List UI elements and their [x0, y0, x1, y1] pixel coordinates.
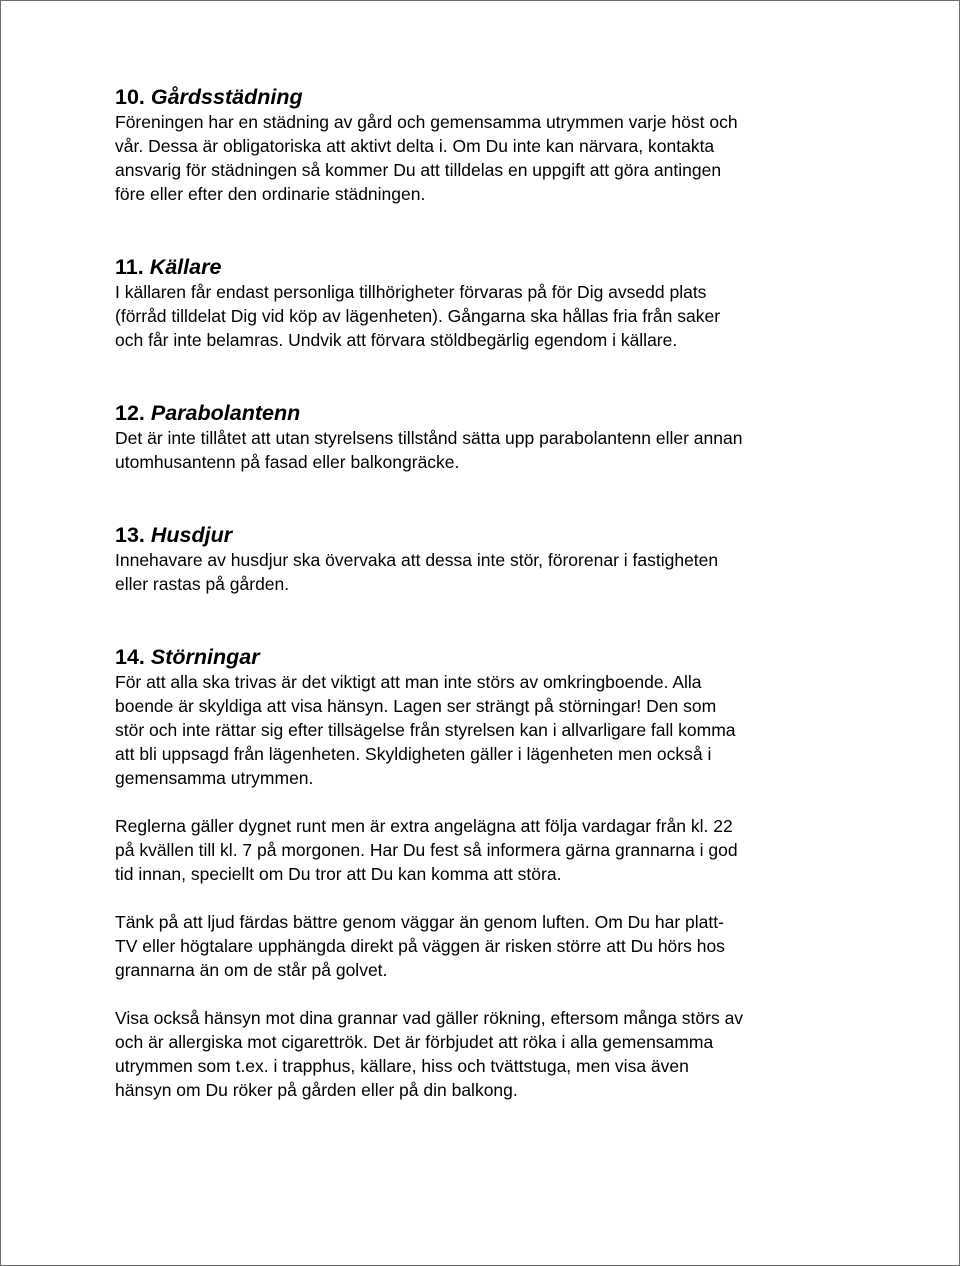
- text-line: stör och inte rättar sig efter tillsägelse från styrelsen kan i allvarligare fall komma: [115, 720, 736, 740]
- section-number: 12.: [115, 401, 145, 425]
- document-content: [115, 84, 855, 1102]
- text-line: För att alla ska trivas är det viktigt att man inte störs av omkringboende. Alla: [115, 672, 702, 692]
- section-heading: [115, 644, 855, 670]
- section-11: [115, 254, 855, 352]
- section-heading: [115, 522, 855, 548]
- text-line: (förråd tilldelat Dig vid köp av lägenheten). Gångarna ska hållas fria från saker: [115, 306, 721, 326]
- text-line: på kvällen till kl. 7 på morgonen. Har Du fest så informera gärna grannarna i god: [115, 840, 738, 860]
- paragraph: [115, 426, 855, 474]
- paragraph: [115, 280, 855, 352]
- section-title: Gårdsstädning: [150, 85, 303, 109]
- text-line: Reglerna gäller dygnet runt men är extra angelägna att följa vardagar från kl. 22: [115, 816, 733, 836]
- section-number: 11.: [115, 255, 144, 279]
- section-number: 10.: [115, 85, 145, 109]
- text-line: Tänk på att ljud färdas bättre genom väggar än genom luften. Om Du har platt-: [115, 912, 724, 932]
- section-title: Parabolantenn: [150, 401, 301, 425]
- paragraph: [115, 110, 855, 206]
- text-line: att bli uppsagd från lägenheten. Skyldigheten gäller i lägenheten men också i: [115, 744, 712, 764]
- section-heading: [115, 254, 855, 280]
- text-line: I källaren får endast personliga tillhörigheter förvaras på för Dig avsedd plats: [115, 282, 707, 302]
- paragraph: [115, 670, 855, 790]
- text-line: Det är inte tillåtet att utan styrelsens tillstånd sätta upp parabolantenn eller annan: [115, 428, 743, 448]
- section-14: [115, 644, 855, 1102]
- text-line: Visa också hänsyn mot dina grannar vad gäller rökning, eftersom många störs av: [115, 1008, 744, 1028]
- paragraph: [115, 814, 855, 886]
- section-title: Husdjur: [150, 523, 233, 547]
- text-line: grannarna än om de står på golvet.: [115, 960, 388, 980]
- section-title: Källare: [149, 255, 222, 279]
- text-line: tid innan, speciellt om Du tror att Du kan komma att störa.: [115, 864, 562, 884]
- text-line: före eller efter den ordinarie städningen.: [115, 184, 426, 204]
- section-number: 13.: [115, 523, 145, 547]
- section-heading: [115, 400, 855, 426]
- section-heading: [115, 84, 855, 110]
- section-number: 14.: [115, 645, 145, 669]
- paragraph: [115, 548, 855, 596]
- paragraph: [115, 1006, 855, 1102]
- paragraph: [115, 910, 855, 982]
- text-line: TV eller högtalare upphängda direkt på väggen är risken större att Du hörs hos: [115, 936, 725, 956]
- section-13: [115, 522, 855, 596]
- text-line: ansvarig för städningen så kommer Du att tilldelas en uppgift att göra antingen: [115, 160, 722, 180]
- text-line: eller rastas på gården.: [115, 574, 290, 594]
- text-line: utrymmen som t.ex. i trapphus, källare, hiss och tvättstuga, men visa även: [115, 1056, 689, 1076]
- text-line: Föreningen har en städning av gård och gemensamma utrymmen varje höst och: [115, 112, 738, 132]
- section-10: [115, 84, 855, 206]
- text-line: Innehavare av husdjur ska övervaka att dessa inte stör, förorenar i fastigheten: [115, 550, 719, 570]
- text-line: utomhusantenn på fasad eller balkongräcke.: [115, 452, 460, 472]
- text-line: gemensamma utrymmen.: [115, 768, 314, 788]
- text-line: hänsyn om Du röker på gården eller på din balkong.: [115, 1080, 518, 1100]
- text-line: och är allergiska mot cigarettrök. Det är förbjudet att röka i alla gemensamma: [115, 1032, 714, 1052]
- text-line: och får inte belamras. Undvik att förvara stöldbegärlig egendom i källare.: [115, 330, 678, 350]
- text-line: vår. Dessa är obligatoriska att aktivt delta i. Om Du inte kan närvara, kontakta: [115, 136, 715, 156]
- section-title: Störningar: [150, 645, 260, 669]
- text-line: boende är skyldiga att visa hänsyn. Lagen ser strängt på störningar! Den som: [115, 696, 717, 716]
- section-12: [115, 400, 855, 474]
